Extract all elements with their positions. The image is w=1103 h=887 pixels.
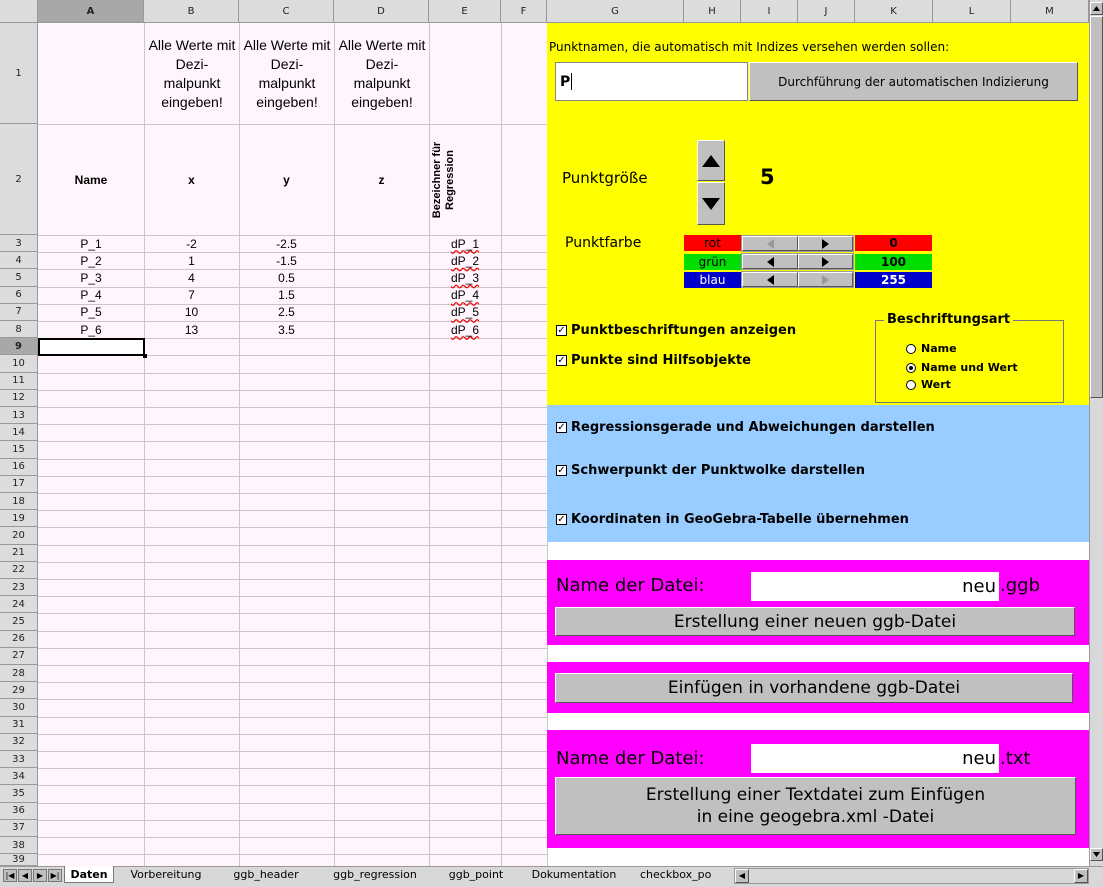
grid-hline: [38, 441, 547, 442]
row-header-29[interactable]: 29: [0, 682, 38, 699]
grid-hline: [38, 837, 547, 838]
tab-ggb-point[interactable]: ggb_point: [448, 868, 504, 881]
checkbox-icon: ✓: [557, 422, 566, 433]
grid-hline: [38, 803, 547, 804]
row-header-34[interactable]: 34: [0, 768, 38, 785]
row-header-11[interactable]: 11: [0, 373, 38, 390]
radio-icon: [906, 344, 916, 354]
grid-hline: [38, 854, 547, 855]
grid-hline: [38, 510, 547, 511]
row-header-4[interactable]: 4: [0, 252, 38, 269]
row-name[interactable]: P_4: [80, 288, 102, 303]
hint-column-d: Alle Werte mit Dezi-malpunkt eingeben!: [338, 37, 426, 110]
row-header-1[interactable]: 1: [0, 23, 38, 124]
grid-hline: [38, 373, 547, 374]
arrow-down-icon: [702, 198, 720, 210]
grid-vline: [501, 23, 502, 866]
red-scroll-left[interactable]: [742, 236, 798, 251]
grid-hline: [38, 476, 547, 477]
tab-dokumentation[interactable]: Dokumentation: [531, 868, 617, 881]
row-header-26[interactable]: 26: [0, 631, 38, 648]
column-header-D[interactable]: D: [334, 0, 429, 23]
column-header-K[interactable]: K: [855, 0, 933, 23]
arrow-left-icon: [767, 257, 774, 267]
grid-hline: [38, 631, 547, 632]
color-name-blue: blau: [684, 272, 741, 288]
column-header-I[interactable]: I: [741, 0, 798, 23]
scroll-up-button[interactable]: [1090, 2, 1103, 15]
row-regression[interactable]: dP_3: [450, 270, 480, 285]
red-scrollbar[interactable]: [741, 235, 854, 252]
row-x[interactable]: 4: [188, 270, 195, 285]
file-ext-ggb: .ggb: [1000, 575, 1040, 596]
row-y[interactable]: -1.5: [276, 253, 297, 268]
row-header-17[interactable]: 17: [0, 476, 38, 493]
column-header-C[interactable]: C: [239, 0, 334, 23]
file-name-input-txt[interactable]: neu: [751, 744, 999, 773]
grid-hline: [38, 785, 547, 786]
row-header-37[interactable]: 37: [0, 820, 38, 837]
row-name[interactable]: P_5: [80, 305, 102, 320]
row-regression[interactable]: dP_5: [450, 305, 480, 320]
create-txt-line2: in eine geogebra.xml -Datei: [696, 807, 935, 827]
row-header-31[interactable]: 31: [0, 717, 38, 734]
arrow-right-icon: [822, 239, 829, 249]
row-x[interactable]: 1: [188, 253, 195, 268]
hscroll-right[interactable]: ▶: [1074, 869, 1088, 883]
row-regression[interactable]: dP_2: [450, 253, 480, 268]
column-header-B[interactable]: B: [144, 0, 239, 23]
arrow-up-icon: [702, 155, 720, 167]
row-header-39[interactable]: 39: [0, 854, 38, 866]
create-txt-button[interactable]: [555, 777, 1076, 835]
grid-hline: [38, 493, 547, 494]
arrow-up-icon: [1093, 6, 1100, 11]
row-y[interactable]: 3.5: [278, 322, 295, 337]
arrow-down-icon: [1093, 852, 1100, 857]
label-type-title: Beschriftungsart: [884, 312, 1013, 327]
column-header-M[interactable]: M: [1011, 0, 1089, 23]
row-header-32[interactable]: 32: [0, 734, 38, 751]
horizontal-scrollbar[interactable]: [734, 868, 1089, 884]
row-header-35[interactable]: 35: [0, 785, 38, 802]
tab-nav-last[interactable]: ▶|: [48, 869, 62, 882]
radio-selected-icon: [906, 363, 916, 373]
row-header-25[interactable]: 25: [0, 613, 38, 630]
aux-objects-checkbox[interactable]: ✓ Punkte sind Hilfsobjekte: [557, 353, 751, 368]
file-name-label-ggb: Name der Datei:: [556, 575, 705, 596]
tab-ggb-regression[interactable]: ggb_regression: [333, 868, 417, 881]
grid-hline: [38, 545, 547, 546]
grid-hline: [38, 459, 547, 460]
arrow-right-icon: [822, 275, 829, 285]
row-header-33[interactable]: 33: [0, 751, 38, 768]
create-ggb-button[interactable]: Erstellung einer neuen ggb-Datei: [555, 607, 1075, 636]
column-header-F[interactable]: F: [501, 0, 547, 23]
tab-checkbox-po[interactable]: checkbox_po: [640, 868, 712, 881]
checkbox-icon: ✓: [557, 514, 566, 525]
row-y[interactable]: 2.5: [278, 305, 295, 320]
text-cursor: [571, 73, 572, 90]
column-header-J[interactable]: J: [798, 0, 855, 23]
column-header-E[interactable]: E: [429, 0, 501, 23]
header-z: z: [378, 172, 385, 187]
row-header-10[interactable]: 10: [0, 355, 38, 372]
prefix-input[interactable]: [555, 62, 748, 101]
regression-checkbox[interactable]: ✓ Regressionsgerade und Abweichungen darstellen: [557, 420, 935, 435]
insert-ggb-button[interactable]: Einfügen in vorhandene ggb-Datei: [555, 673, 1073, 703]
radio-value[interactable]: Wert: [906, 378, 951, 391]
size-up-button[interactable]: [697, 140, 725, 181]
row-header-36[interactable]: 36: [0, 803, 38, 820]
tab-nav-prev[interactable]: ◀: [18, 869, 32, 882]
green-scroll-right[interactable]: [798, 254, 853, 269]
radio-name-and-value[interactable]: Name und Wert: [906, 361, 1018, 374]
vertical-scrollbar[interactable]: [1089, 0, 1103, 866]
grid-hline: [38, 390, 547, 391]
grid-hline: [38, 562, 547, 563]
row-y[interactable]: -2.5: [276, 236, 297, 251]
row-x[interactable]: 13: [184, 322, 199, 337]
row-y[interactable]: 1.5: [278, 288, 295, 303]
row-header-21[interactable]: 21: [0, 545, 38, 562]
grid-hline: [38, 699, 547, 700]
row-header-28[interactable]: 28: [0, 665, 38, 682]
row-regression[interactable]: dP_6: [450, 322, 480, 337]
fill-handle[interactable]: [143, 354, 147, 358]
row-header-16[interactable]: 16: [0, 459, 38, 476]
grid-hline: [38, 665, 547, 666]
auto-index-button[interactable]: Durchführung der automatischen Indizierung: [749, 62, 1078, 101]
row-y[interactable]: 0.5: [278, 270, 295, 285]
row-name[interactable]: P_2: [80, 253, 102, 268]
green-scroll-left[interactable]: [742, 254, 798, 269]
size-down-button[interactable]: [697, 182, 725, 225]
column-header-H[interactable]: H: [684, 0, 741, 23]
row-regression[interactable]: dP_1: [450, 236, 480, 251]
row-header-8[interactable]: 8: [0, 321, 38, 338]
row-header-27[interactable]: 27: [0, 648, 38, 665]
row-header-14[interactable]: 14: [0, 424, 38, 441]
coords-checkbox[interactable]: ✓ Koordinaten in GeoGebra-Tabelle übernehmen: [557, 512, 909, 527]
color-value-blue: 255: [855, 272, 932, 288]
header-name: Name: [74, 172, 108, 187]
row-name[interactable]: P_3: [80, 270, 102, 285]
tab-nav-next[interactable]: ▶: [33, 869, 47, 882]
grid-hline: [38, 682, 547, 683]
point-size-value: 5: [760, 165, 775, 189]
header-y: y: [283, 172, 290, 187]
grid-hline: [38, 717, 547, 718]
scroll-thumb[interactable]: [1090, 16, 1103, 398]
checkbox-icon: ✓: [557, 325, 566, 336]
selected-cell-a9[interactable]: [38, 338, 145, 356]
red-scroll-right[interactable]: [798, 236, 853, 251]
row-header-7[interactable]: 7: [0, 304, 38, 321]
scroll-down-button[interactable]: [1090, 848, 1103, 861]
arrow-right-icon: [822, 257, 829, 267]
row-x[interactable]: -2: [186, 236, 197, 251]
row-header-24[interactable]: 24: [0, 596, 38, 613]
grid-hline: [38, 407, 547, 408]
green-scrollbar[interactable]: [741, 253, 854, 270]
grid-hline: [38, 820, 547, 821]
grid-hline: [38, 596, 547, 597]
color-value-green: 100: [855, 254, 932, 270]
row-x[interactable]: 7: [188, 288, 195, 303]
row-header-38[interactable]: 38: [0, 837, 38, 854]
prefix-prompt: Punktnamen, die automatisch mit Indizes versehen werden sollen:: [549, 40, 950, 54]
row-header-15[interactable]: 15: [0, 441, 38, 458]
row-header-22[interactable]: 22: [0, 562, 38, 579]
row-header-2[interactable]: 2: [0, 124, 38, 235]
show-labels-checkbox[interactable]: ✓ Punktbeschriftungen anzeigen: [557, 323, 797, 338]
row-header-30[interactable]: 30: [0, 699, 38, 716]
grid-hline: [38, 424, 547, 425]
arrow-left-icon: [767, 275, 774, 285]
tab-nav-first[interactable]: |◀: [3, 869, 17, 882]
tab-daten[interactable]: Daten: [64, 866, 114, 883]
tab-ggb-header[interactable]: ggb_header: [233, 868, 299, 881]
row-regression[interactable]: dP_4: [450, 288, 480, 303]
row-name[interactable]: P_6: [80, 322, 102, 337]
grid-hline: [38, 768, 547, 769]
color-name-red: rot: [684, 235, 741, 251]
blue-scrollbar[interactable]: [741, 271, 854, 288]
row-header-13[interactable]: 13: [0, 407, 38, 424]
file-ext-txt: .txt: [1000, 748, 1031, 769]
header-x: x: [188, 172, 195, 187]
column-header-G[interactable]: G: [547, 0, 684, 23]
row-name[interactable]: P_1: [80, 236, 102, 251]
grid-hline: [38, 579, 547, 580]
grid-hline: [38, 613, 547, 614]
column-header-A[interactable]: A: [38, 0, 144, 23]
grid-hline: [38, 527, 547, 528]
grid-hline: [38, 648, 547, 649]
color-value-red: 0: [855, 235, 932, 251]
prefix-input-value: P: [560, 73, 571, 90]
blue-scroll-left[interactable]: [742, 272, 798, 287]
row-header-19[interactable]: 19: [0, 510, 38, 527]
header-regression: Bezeichner für Regression: [431, 141, 456, 219]
row-x[interactable]: 10: [184, 305, 199, 320]
tab-vorbereitung[interactable]: Vorbereitung: [130, 868, 202, 881]
select-all-corner[interactable]: [0, 0, 38, 23]
file-name-input-ggb[interactable]: neu: [751, 572, 999, 601]
hint-column-c: Alle Werte mit Dezi-malpunkt eingeben!: [243, 37, 331, 110]
row-header-12[interactable]: 12: [0, 390, 38, 407]
checkbox-icon: ✓: [557, 355, 566, 366]
arrow-left-icon: [767, 239, 774, 249]
blue-scroll-right[interactable]: [798, 272, 853, 287]
centroid-checkbox[interactable]: ✓ Schwerpunkt der Punktwolke darstellen: [557, 463, 865, 478]
row-header-9[interactable]: 9: [0, 338, 38, 355]
point-size-label: Punktgröße: [562, 169, 648, 187]
row-header-20[interactable]: 20: [0, 527, 38, 544]
checkbox-icon: ✓: [557, 465, 566, 476]
grid-hline: [38, 751, 547, 752]
grid-hline: [38, 734, 547, 735]
radio-name[interactable]: Name: [906, 342, 957, 355]
row-header-6[interactable]: 6: [0, 287, 38, 304]
point-color-label: Punktfarbe: [565, 235, 642, 251]
row-header-5[interactable]: 5: [0, 269, 38, 286]
file-name-label-txt: Name der Datei:: [556, 748, 705, 769]
column-header-L[interactable]: L: [933, 0, 1011, 23]
row-header-18[interactable]: 18: [0, 493, 38, 510]
row-header-23[interactable]: 23: [0, 579, 38, 596]
row-header-3[interactable]: 3: [0, 235, 38, 252]
create-txt-line1: Erstellung einer Textdatei zum Einfügen: [645, 785, 986, 805]
color-name-green: grün: [684, 254, 741, 270]
hint-column-b: Alle Werte mit Dezi-malpunkt eingeben!: [148, 37, 236, 110]
hscroll-left[interactable]: ◀: [735, 869, 749, 883]
radio-icon: [906, 380, 916, 390]
